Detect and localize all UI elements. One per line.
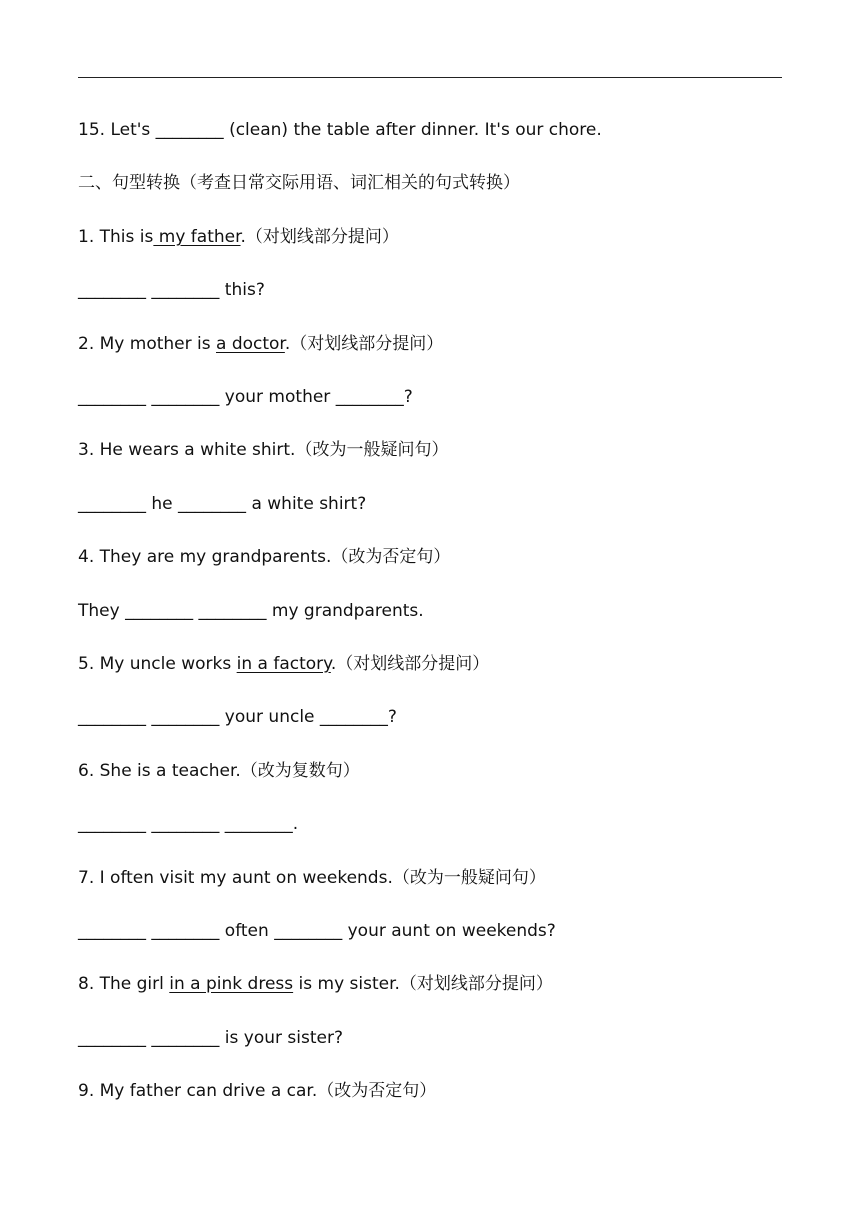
worksheet-line — [78, 706, 397, 728]
underlined-phrase: in a pink dress — [169, 974, 294, 994]
line-text: 6. She is a teacher.（改为复数句） — [78, 761, 360, 781]
worksheet-line — [78, 1027, 343, 1049]
worksheet-line — [78, 119, 602, 141]
worksheet-line — [78, 920, 556, 942]
line-text: .（对划线部分提问） — [240, 227, 399, 247]
line-text: 3. He wears a white shirt.（改为一般疑问句） — [78, 440, 449, 460]
line-text: .（对划线部分提问） — [284, 334, 444, 354]
line-text: ________ ________ often ________ your aunt on weekends? — [78, 921, 556, 941]
worksheet-line — [78, 493, 366, 515]
line-text: 5. My uncle works — [78, 654, 237, 674]
underlined-phrase: a doctor — [216, 334, 285, 354]
line-text: ________ ________ ________. — [78, 814, 299, 834]
line-text: 1. This is — [78, 227, 154, 247]
worksheet-line — [78, 386, 413, 408]
line-text: 8. The girl — [78, 974, 170, 994]
line-text: 4. They are my grandparents.（改为否定句） — [78, 547, 451, 567]
top-rule — [78, 77, 782, 78]
line-text: They ________ ________ my grandparents. — [78, 601, 424, 621]
worksheet-line — [78, 867, 546, 889]
line-text: ________ ________ your mother ________? — [78, 387, 413, 407]
underlined-phrase: my father — [153, 227, 241, 247]
worksheet-line — [78, 600, 424, 622]
line-text: ________ ________ your uncle ________? — [78, 707, 397, 727]
line-text: ________ ________ is your sister? — [78, 1028, 343, 1048]
line-text: .（对划线部分提问） — [330, 654, 490, 674]
worksheet-line — [78, 172, 520, 194]
line-text: ________ ________ this? — [78, 280, 265, 300]
line-text: 2. My mother is — [78, 334, 216, 354]
line-text: 15. Let's ________ (clean) the table after dinner. It's our chore. — [78, 120, 602, 140]
line-text: ________ he ________ a white shirt? — [78, 494, 367, 514]
worksheet-line — [78, 813, 298, 835]
worksheet-line — [78, 760, 360, 782]
worksheet-line — [78, 279, 265, 301]
line-text: 7. I often visit my aunt on weekends.（改为一般疑问句） — [78, 868, 546, 888]
worksheet-line — [78, 546, 450, 568]
worksheet-line — [78, 653, 489, 675]
line-text: 9. My father can drive a car.（改为否定句） — [78, 1081, 437, 1101]
underlined-phrase: in a factory — [236, 654, 331, 674]
worksheet-line — [78, 1080, 436, 1102]
worksheet-line — [78, 333, 443, 355]
worksheet-line — [78, 439, 448, 461]
worksheet-line — [78, 973, 553, 995]
line-text: is my sister.（对划线部分提问） — [293, 974, 553, 994]
line-text: 二、句型转换（考查日常交际用语、词汇相关的句式转换） — [78, 173, 520, 193]
worksheet-line — [78, 226, 399, 248]
